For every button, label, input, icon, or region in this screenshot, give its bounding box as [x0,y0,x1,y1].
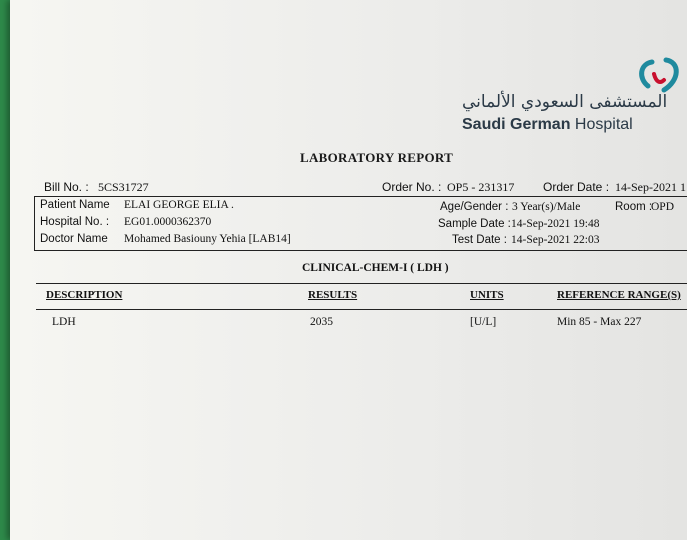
row-ldh-description: LDH [52,316,76,328]
order-no: OP5 - 231317 [447,180,515,194]
col-results: RESULTS [308,289,358,301]
heart-logo-icon [634,56,684,96]
test-date: 14-Sep-2021 22:03 [511,234,600,246]
room-label: Room : [615,201,653,213]
col-reference-range: REFERENCE RANGE(S) [557,289,681,301]
report-title: LABORATORY REPORT [300,150,454,165]
hospital-name-arabic: المستشفى السعودي الألماني [462,92,668,112]
test-date-label: Test Date : [452,234,507,246]
order-no-label: Order No. : [382,180,442,194]
patient-name-label: Patient Name [40,199,110,211]
hospital-name-rest: Hospital [570,116,633,133]
hospital-no: EG01.0000362370 [124,216,212,228]
bill-label: Bill No. : [44,180,89,194]
order-date-label: Order Date : [543,180,610,194]
room: OPD [651,201,675,213]
age-gender-label: Age/Gender : [440,201,509,213]
hospital-name-english [462,116,633,134]
col-description: DESCRIPTION [46,289,123,301]
row-ldh-reference: Min 85 - Max 227 [557,316,642,328]
age-gender: 3 Year(s)/Male [512,201,581,213]
hospital-no-label: Hospital No. : [40,216,110,228]
patient-name: ELAI GEORGE ELIA . [124,199,234,211]
row-ldh-units: [U/L] [470,316,497,328]
hospital-name-bold: Saudi German [462,116,571,133]
sample-date-label: Sample Date : [438,218,511,230]
sample-date: 14-Sep-2021 19:48 [511,218,600,230]
bill-no: 5CS31727 [98,180,149,194]
order-date: 14-Sep-2021 1 [615,180,686,194]
col-units: UNITS [470,289,504,301]
section-title: CLINICAL-CHEM-I ( LDH ) [302,262,449,274]
doctor-name-label: Doctor Name [40,233,108,245]
row-ldh-result: 2035 [310,316,333,328]
doctor-name: Mohamed Basiouny Yehia [LAB14] [124,233,291,245]
